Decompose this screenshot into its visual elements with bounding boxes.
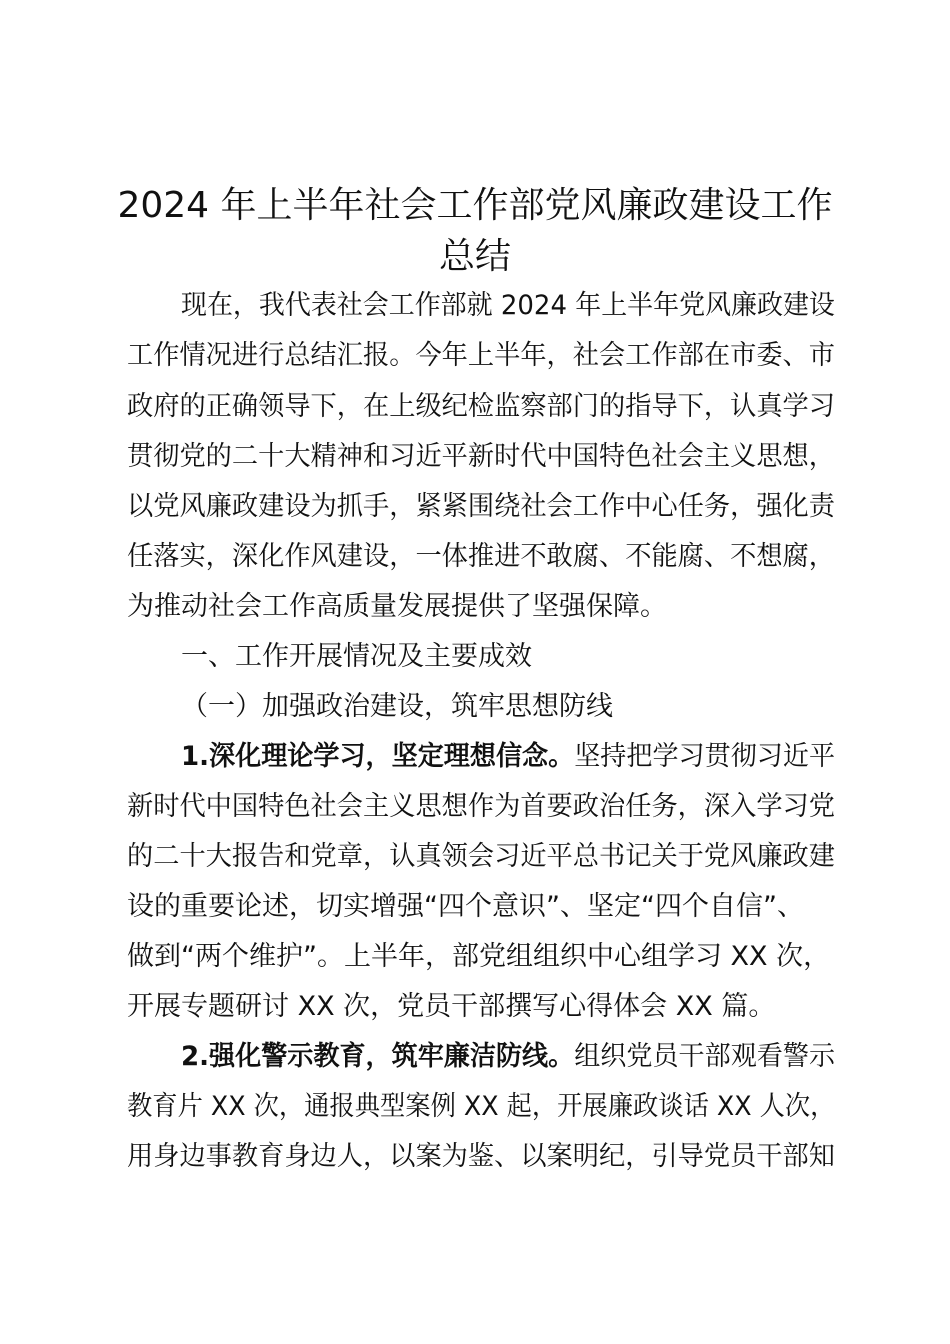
intro-paragraph-line: 以党风廉政建设为抓手，紧紧围绕社会工作中心任务，强化责 bbox=[127, 491, 836, 522]
item-1-line: 的二十大报告和党章，认真领会习近平总书记关于党风廉政建 bbox=[127, 841, 836, 872]
document-title-line-2: 总结 bbox=[438, 236, 511, 277]
item-1-first-line bbox=[181, 740, 835, 774]
item-2-text: 组织党员干部观看警示 bbox=[574, 1041, 836, 1072]
intro-paragraph-line: 为推动社会工作高质量发展提供了坚强保障。 bbox=[127, 591, 667, 622]
intro-paragraph-line: 任落实，深化作风建设，一体推进不敢腐、不能腐、不想腐， bbox=[127, 541, 836, 572]
intro-paragraph-line: 工作情况进行总结汇报。今年上半年，社会工作部在市委、市 bbox=[127, 340, 836, 371]
item-1-line: 设的重要论述，切实增强“四个意识”、坚定“四个自信”、 bbox=[127, 891, 804, 922]
item-1-line: 新时代中国特色社会主义思想作为首要政治任务，深入学习党 bbox=[127, 791, 836, 822]
item-2-line: 用身边事教育身边人，以案为鉴、以案明纪，引导党员干部知 bbox=[127, 1141, 836, 1172]
item-1-heading: 1.深化理论学习，坚定理想信念。 bbox=[181, 741, 575, 772]
item-2-first-line bbox=[181, 1040, 835, 1074]
intro-paragraph-line: 贯彻党的二十大精神和习近平新时代中国特色社会主义思想， bbox=[127, 441, 836, 472]
subsection-heading: （一）加强政治建设，筑牢思想防线 bbox=[181, 691, 613, 722]
intro-paragraph-line: 政府的正确领导下，在上级纪检监察部门的指导下，认真学习 bbox=[127, 391, 836, 422]
intro-paragraph-line: 现在，我代表社会工作部就 2024 年上半年党风廉政建设 bbox=[181, 290, 835, 321]
document-title-line-1: 2024 年上半年社会工作部党风廉政建设工作 bbox=[117, 185, 833, 226]
item-1-line: 开展专题研讨 XX 次，党员干部撰写心得体会 XX 篇。 bbox=[127, 991, 776, 1022]
item-2-line: 教育片 XX 次，通报典型案例 XX 起，开展廉政谈话 XX 人次， bbox=[127, 1091, 836, 1122]
item-1-text: 坚持把学习贯彻习近平 bbox=[574, 741, 836, 772]
item-2-heading: 2.强化警示教育，筑牢廉洁防线。 bbox=[181, 1041, 575, 1072]
item-1-line: 做到“两个维护”。上半年，部党组组织中心组学习 XX 次， bbox=[127, 941, 831, 972]
section-heading: 一、工作开展情况及主要成效 bbox=[181, 641, 532, 672]
